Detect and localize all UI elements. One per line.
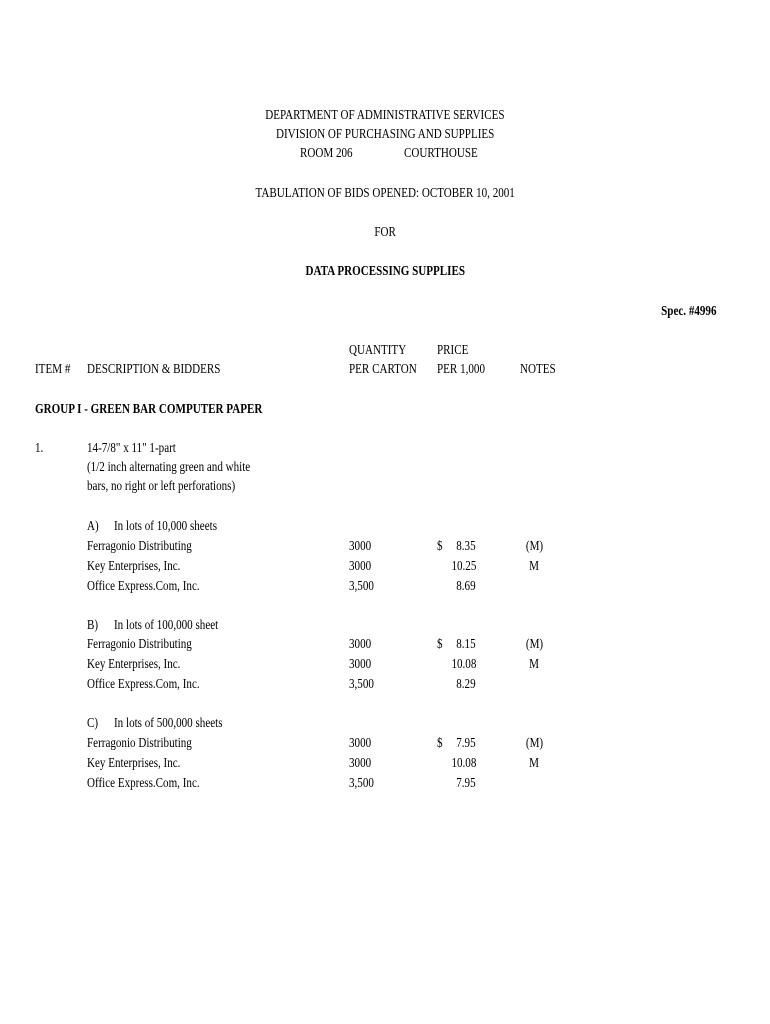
bidder-price: 10.08: [451, 755, 476, 770]
col-description-header: DESCRIPTION & BIDDERS: [87, 361, 221, 376]
item-description-line1: 14-7/8" x 11" 1-part: [87, 440, 176, 455]
bidder-price: 10.08: [451, 656, 476, 671]
bidder-quantity: 3000: [349, 636, 372, 651]
document-subject: DATA PROCESSING SUPPLIES: [305, 263, 465, 278]
lot-label: In lots of 100,000 sheet: [114, 617, 219, 632]
bidder-quantity: 3000: [349, 656, 372, 671]
col-quantity-header-bottom: PER CARTON: [349, 361, 417, 376]
bidder-price: 8.15: [456, 636, 476, 651]
lot-letter: A): [87, 518, 99, 533]
division-heading-text: DIVISION OF PURCHASING AND SUPPLIES: [275, 126, 495, 141]
item-description-line2: (1/2 inch alternating green and white: [87, 459, 251, 474]
bidder-price: 8.29: [456, 676, 476, 691]
dollar-sign: $: [437, 735, 443, 750]
division-heading: [0, 126, 770, 142]
group-title: GROUP I - GREEN BAR COMPUTER PAPER: [35, 401, 263, 416]
lot-letter: B): [87, 617, 99, 632]
dept-heading: [0, 107, 770, 123]
col-quantity-header-top: QUANTITY: [349, 342, 407, 357]
lot-label: In lots of 500,000 sheets: [114, 715, 223, 730]
col-item-header: ITEM #: [35, 361, 71, 376]
spec-number: Spec. #4996: [660, 303, 716, 318]
bidder-price: 7.95: [456, 775, 476, 790]
bidder-note: (M): [525, 636, 543, 651]
bidder-note: (M): [525, 538, 543, 553]
bidder-name: Key Enterprises, Inc.: [87, 558, 181, 573]
dollar-sign: $: [437, 636, 443, 651]
bidder-name: Ferragonio Distributing: [87, 735, 192, 750]
item-description-line3: bars, no right or left perforations): [87, 478, 236, 493]
bidder-quantity: 3,500: [349, 676, 374, 691]
bidder-name: Ferragonio Distributing: [87, 636, 192, 651]
tabulation-line: TABULATION OF BIDS OPENED: OCTOBER 10, 2001: [255, 185, 515, 200]
bidder-name: Key Enterprises, Inc.: [87, 656, 181, 671]
lot-label: In lots of 10,000 sheets: [114, 518, 218, 533]
bidder-quantity: 3000: [349, 735, 372, 750]
bidder-name: Ferragonio Distributing: [87, 538, 192, 553]
bidder-note: M: [529, 656, 539, 671]
bidder-price: 8.35: [456, 538, 476, 553]
bidder-name: Office Express.Com, Inc.: [87, 676, 200, 691]
bidder-quantity: 3000: [349, 755, 372, 770]
bidder-quantity: 3000: [349, 538, 372, 553]
bidder-name: Office Express.Com, Inc.: [87, 578, 200, 593]
col-price-header-top: PRICE: [437, 342, 469, 357]
bidder-name: Key Enterprises, Inc.: [87, 755, 181, 770]
bidder-quantity: 3,500: [349, 578, 374, 593]
col-notes-header: NOTES: [520, 361, 556, 376]
col-price-header-bottom: PER 1,000: [437, 361, 485, 376]
building-label: COURTHOUSE: [404, 145, 478, 160]
bidder-price: 8.69: [456, 578, 476, 593]
bidder-note: M: [529, 755, 539, 770]
item-number: 1.: [35, 440, 44, 455]
bidder-quantity: 3000: [349, 558, 372, 573]
bidder-price: 10.25: [451, 558, 476, 573]
for-label: FOR: [374, 224, 396, 239]
dollar-sign: $: [437, 538, 443, 553]
bidder-quantity: 3,500: [349, 775, 374, 790]
bidder-note: M: [529, 558, 539, 573]
room-label: ROOM 206: [300, 145, 353, 160]
lot-letter: C): [87, 715, 99, 730]
bidder-note: (M): [525, 735, 543, 750]
dept-heading-text: DEPARTMENT OF ADMINISTRATIVE SERVICES: [265, 107, 505, 122]
bidder-price: 7.95: [456, 735, 476, 750]
bidder-name: Office Express.Com, Inc.: [87, 775, 200, 790]
